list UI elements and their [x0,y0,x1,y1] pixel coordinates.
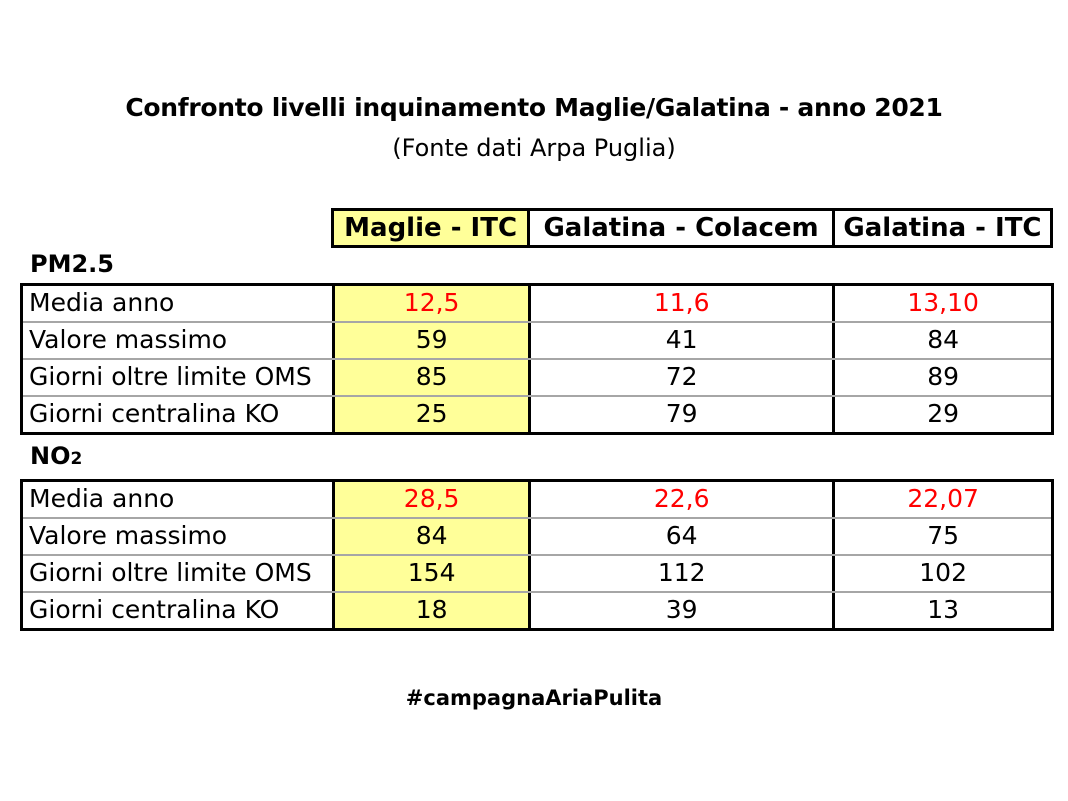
section-label-pm25 [30,250,114,278]
cell-galatina-itc: 89 [832,360,1051,395]
pm25-table [20,283,1054,435]
cell-galatina-colacem: 22,6 [528,482,832,517]
row-label: Valore massimo [29,521,228,550]
cell-maglie-itc: 25 [332,397,528,432]
row-label: Giorni centralina KO [29,595,280,624]
table-row [23,482,1051,517]
row-label: Giorni oltre limite OMS [29,362,312,391]
section-label-text: NO [30,442,71,470]
page-title: Confronto livelli inquinamento Maglie/Galatina - anno 2021 [125,93,943,122]
page-subtitle: (Fonte dati Arpa Puglia) [392,134,676,162]
table-row [23,591,1051,628]
cell-maglie-itc: 154 [332,556,528,591]
row-label: Giorni oltre limite OMS [29,558,312,587]
cell-galatina-colacem: 79 [528,397,832,432]
cell-maglie-itc: 85 [332,360,528,395]
cell-galatina-itc: 13,10 [832,286,1051,321]
cell-maglie-itc: 59 [332,323,528,358]
row-label: Giorni centralina KO [29,399,280,428]
cell-galatina-colacem: 72 [528,360,832,395]
cell-maglie-itc: 28,5 [332,482,528,517]
column-header-row [331,208,1053,248]
footer-hashtag: #campagnaAriaPulita [405,686,663,710]
row-label: Media anno [29,484,175,513]
cell-galatina-colacem: 11,6 [528,286,832,321]
cell-maglie-itc: 12,5 [332,286,528,321]
column-header-galatina-colacem: Galatina - Colacem [527,211,832,245]
cell-maglie-itc: 18 [332,593,528,628]
table-row [23,517,1051,554]
cell-galatina-colacem: 112 [528,556,832,591]
column-header-maglie-itc: Maglie - ITC [334,211,527,245]
row-label: Media anno [29,288,175,317]
cell-galatina-itc: 13 [832,593,1051,628]
cell-galatina-colacem: 64 [528,519,832,554]
row-label: Valore massimo [29,325,228,354]
cell-galatina-colacem: 41 [528,323,832,358]
cell-galatina-itc: 29 [832,397,1051,432]
no2-table [20,479,1054,631]
table-row [23,554,1051,591]
cell-galatina-itc: 102 [832,556,1051,591]
table-row [23,286,1051,321]
table-row [23,395,1051,432]
section-label-no2 [30,442,82,470]
section-label-text: PM2.5 [30,250,114,278]
cell-galatina-colacem: 39 [528,593,832,628]
table-row [23,358,1051,395]
table-row [23,321,1051,358]
column-header-galatina-itc: Galatina - ITC [832,211,1050,245]
cell-maglie-itc: 84 [332,519,528,554]
cell-galatina-itc: 22,07 [832,482,1051,517]
cell-galatina-itc: 84 [832,323,1051,358]
cell-galatina-itc: 75 [832,519,1051,554]
section-label-subscript: 2 [70,449,83,469]
